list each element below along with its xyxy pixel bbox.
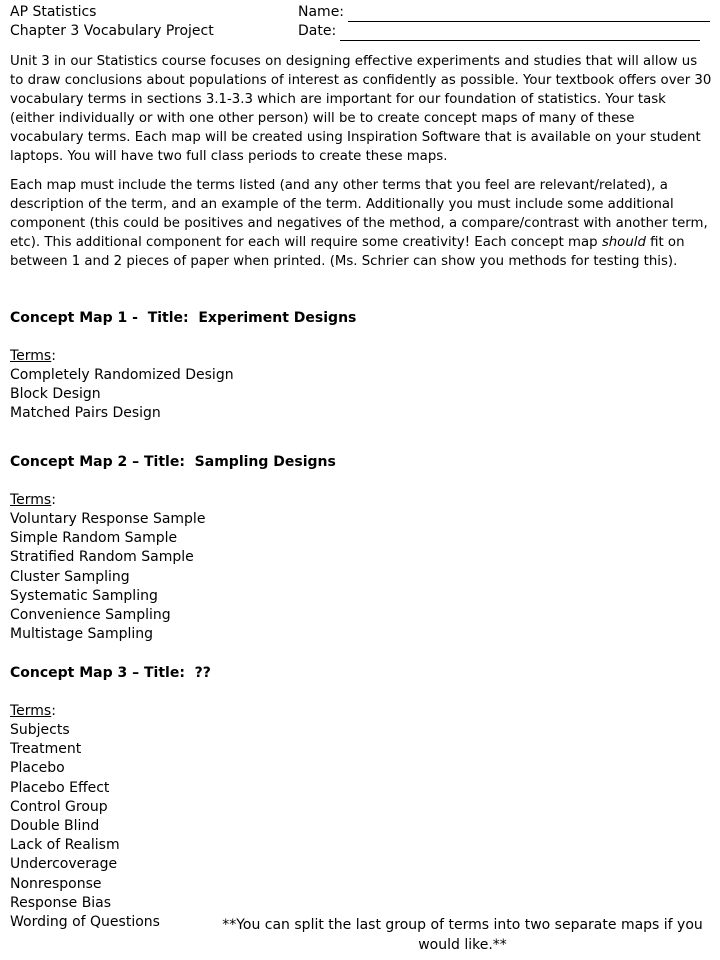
terms-label-text: Terms — [10, 703, 52, 719]
terms-label-text: Terms — [10, 348, 52, 364]
requirements-text-b: fit on between 1 and 2 pieces of paper when printed. (Ms. Schrier can show you methods for testing this). — [10, 235, 685, 270]
requirements-emphasis: should — [601, 235, 646, 251]
date-blank-line[interactable] — [340, 26, 700, 41]
name-blank-line[interactable] — [348, 7, 710, 22]
project-title: Chapter 3 Vocabulary Project — [10, 23, 214, 39]
list-item: Lack of Realism — [10, 837, 120, 854]
concept-map-3-terms-label: Terms: — [10, 703, 56, 719]
requirements-paragraph — [10, 176, 712, 271]
list-item: Response Bias — [10, 894, 112, 911]
list-item: Wording of Questions — [10, 913, 160, 930]
concept-map-1 — [10, 309, 356, 424]
list-item: Completely Randomized Design — [10, 367, 234, 383]
list-item: Control Group — [10, 798, 108, 815]
list-item: Undercoverage — [10, 856, 118, 873]
list-item: Simple Random Sample — [10, 530, 178, 547]
list-item: Treatment — [10, 741, 82, 758]
course-title: AP Statistics — [10, 4, 97, 20]
concept-map-2-terms-label: Terms: — [10, 492, 56, 508]
concept-map-2 — [10, 453, 336, 644]
list-item: Subjects — [10, 722, 70, 738]
concept-map-3-title: Concept Map 3 – Title: ?? — [10, 665, 211, 681]
concept-map-1-title: Concept Map 1 - Title: Experiment Designs — [10, 310, 357, 326]
list-item: Stratified Random Sample — [10, 549, 194, 566]
concept-map-3-terms — [10, 721, 211, 932]
document-header — [10, 3, 710, 41]
list-item: Cluster Sampling — [10, 568, 130, 585]
name-label: Name: — [298, 4, 345, 20]
list-item: Block Design — [10, 386, 101, 403]
requirements-text-a: Each map must include the terms listed (and any other terms that you feel are relevant/related), a description of the term, and an example of the term. Additionally you must include some additional component (this could be positives and negatives of the method, a compare/contrast with another term, etc). This additional component for each will require some creativity! Each concept map — [10, 178, 708, 251]
concept-map-1-terms — [10, 366, 356, 424]
list-item: Placebo Effect — [10, 779, 110, 796]
concept-map-3 — [10, 664, 211, 932]
list-item: Double Blind — [10, 817, 100, 834]
intro-paragraph: Unit 3 in our Statistics course focuses on designing effective experiments and studies that will allow us to draw conclusions about populations of interest as confidently as possible. Your textbook offers over 30 vocabulary terms in sections 3.1-3.3 which are important for our foundation of statistics. Your task (either individually or with one other person) will be to create concept maps of many of these vocabulary terms. Each map will be created using Inspiration Software that is available on your student laptops. You will have two full class periods to create these maps. — [10, 54, 712, 165]
list-item: Systematic Sampling — [10, 587, 158, 604]
header-row-name — [10, 3, 710, 22]
header-row-date — [10, 22, 710, 41]
terms-label-text: Terms — [10, 492, 52, 508]
concept-map-2-terms — [10, 510, 336, 644]
list-item: Voluntary Response Sample — [10, 511, 206, 527]
date-label: Date: — [298, 23, 337, 39]
list-item: Multistage Sampling — [10, 626, 154, 643]
list-item: Nonresponse — [10, 875, 102, 892]
concept-map-2-title: Concept Map 2 – Title: Sampling Designs — [10, 454, 336, 470]
concept-map-1-terms-label: Terms: — [10, 348, 56, 364]
list-item: Convenience Sampling — [10, 606, 171, 623]
list-item: Placebo — [10, 760, 65, 777]
split-terms-note: **You can split the last group of terms into two separate maps if you would like.** — [222, 917, 703, 953]
list-item: Matched Pairs Design — [10, 405, 161, 422]
